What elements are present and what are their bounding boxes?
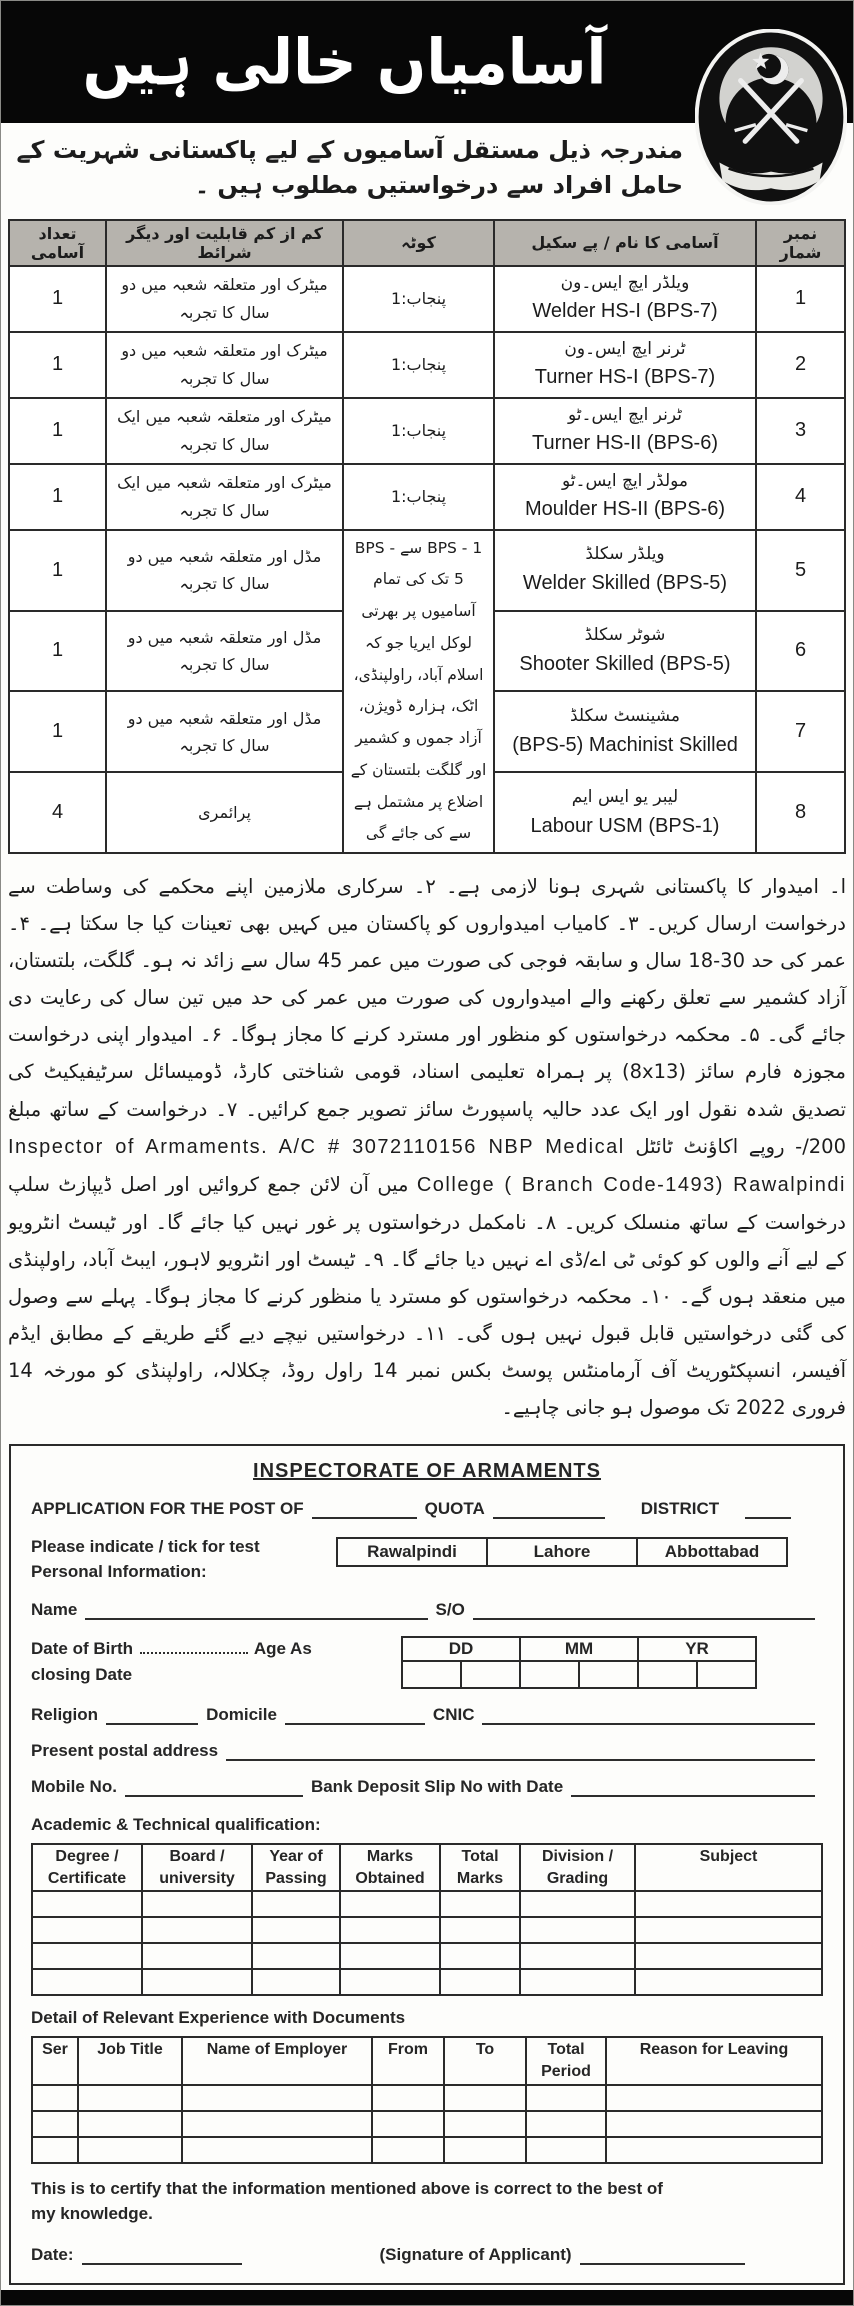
job-serial: 7: [756, 691, 845, 772]
job-qualification: میٹرک اور متعلقہ شعبہ میں دو سال کا تجربہ: [106, 332, 343, 398]
academic-table-body: [32, 1891, 822, 1995]
grid-empty-cell: [252, 1943, 340, 1969]
job-quota: پنجاب:1: [343, 266, 494, 332]
test-center-row-wrap: [31, 1535, 823, 1584]
job-count: 1: [9, 464, 106, 530]
mobile-blank-line: [125, 1780, 303, 1797]
job-qualification: مڈل اور متعلقہ شعبہ میں دو سال کا تجربہ: [106, 530, 343, 611]
certify-text: This is to certify that the information mentioned above is correct to the best of my knowledge.: [31, 2178, 663, 2224]
grid-empty-cell: [78, 2137, 182, 2163]
grid-empty-cell: [520, 1943, 635, 1969]
grid-empty-cell: [440, 1943, 520, 1969]
col-header-qualification: کم از کم قابلیت اور دیگر شرائط: [106, 220, 343, 266]
job-post: [494, 332, 756, 398]
tick-for-test-label: Please indicate / tick for test: [31, 1536, 260, 1556]
job-row-5: [9, 530, 845, 611]
job-serial: 2: [756, 332, 845, 398]
personal-information-label: Personal Information:: [31, 1561, 207, 1581]
grid-empty-row: [32, 1917, 822, 1943]
grid-empty-cell: [372, 2085, 444, 2111]
banner-title: آسامیاں خالی ہیں: [82, 25, 607, 99]
grid-empty-cell: [526, 2111, 606, 2137]
grid-header: Division / Grading: [520, 1844, 635, 1891]
quota-label: QUOTA: [424, 1498, 485, 1518]
job-qualification: میٹرک اور متعلقہ شعبہ میں دو سال کا تجربہ: [106, 266, 343, 332]
job-post-english: Welder HS-I (BPS-7): [532, 300, 718, 323]
job-quota: پنجاب:1: [343, 464, 494, 530]
dob-empty-cell: [461, 1661, 520, 1688]
job-post-urdu: مشینسٹ سکلڈ: [570, 706, 680, 727]
job-post-english: Welder Skilled (BPS-5): [522, 571, 728, 594]
job-count: 1: [9, 332, 106, 398]
application-for-label: APPLICATION FOR THE POST OF: [31, 1498, 304, 1518]
conditions-urdu-before: ا۔ امیدوار کا پاکستانی شہری ہونا لازمی ہے۔ ۲۔ سرکاری ملازمین اپنے محکمے کی وساطت سے درخواست ارسال کریں۔ ۳۔ کامیاب امیدواروں کو پاکستان میں کہیں بھی تعینات کیا جا سکتا ہے۔ ۴۔ عمر کی حد 30-18 سال و سابقہ فوجی کی صورت میں عمر 45 سال سے زائد نہ ہو۔ گلگت، بلتستان، آزاد کشمیر سے تعلق رکھنے والے امیدواروں کی صورت میں عمر کی حد میں تین سال کی رعایت دی جائے گی۔ ۵۔ محکمہ درخواستوں کو منظور اور مسترد کرنے کا مجاز ہوگا۔ ۶۔ امیدوار اپنی درخواست مجوزہ فارم سائز (8x13) پر ہمراہ تعلیمی اسناد، قومی شناختی کارڈ، ڈومیسائل سرٹیفیکیٹ کی تصدیق شدہ نقول اور ایک عدد حالیہ پاسپورٹ سائز تصویر جمع کرائیں۔ ۷۔ درخواست کے ساتھ مبلغ 200/- روپے اکاؤنٹ ٹائٹل: [8, 875, 847, 1158]
grid-header: Total Marks: [440, 1844, 520, 1891]
grid-empty-cell: [252, 1969, 340, 1995]
grid-empty-cell: [182, 2111, 372, 2137]
district-label: DISTRICT: [640, 1498, 720, 1518]
grid-empty-cell: [142, 1943, 252, 1969]
dob-empty-cells: [402, 1661, 756, 1688]
grid-empty-cell: [32, 1943, 142, 1969]
col-header-count: تعداد آسامی: [9, 220, 106, 266]
grid-empty-cell: [142, 1891, 252, 1917]
cnic-blank-line: [482, 1708, 815, 1725]
son-of-label: S/O: [435, 1600, 465, 1620]
grid-empty-cell: [635, 1943, 822, 1969]
grid-empty-cell: [444, 2137, 526, 2163]
job-post: [494, 530, 756, 611]
job-serial: 5: [756, 530, 845, 611]
age-closing-label: Age As closing Date: [31, 1639, 312, 1684]
job-qualification: مڈل اور متعلقہ شعبہ میں دو سال کا تجربہ: [106, 691, 343, 772]
grid-empty-cell: [635, 1969, 822, 1995]
academic-section-title: Academic & Technical qualification:: [31, 1815, 321, 1835]
grid-empty-cell: [520, 1969, 635, 1995]
postal-address-row: [31, 1741, 823, 1761]
jobs-header-row: [9, 220, 845, 266]
grid-header: Total Period: [526, 2037, 606, 2084]
grid-empty-cell: [526, 2085, 606, 2111]
job-post-urdu: ٹرنر ایچ ایس۔ٹو: [567, 404, 683, 425]
job-post-urdu: ٹرنر ایچ ایس۔ون: [564, 338, 686, 359]
grid-empty-cell: [142, 1969, 252, 1995]
job-post-urdu: مولڈر ایچ ایس۔ٹو: [561, 470, 689, 491]
test-center-abbottabad: Abbottabad: [637, 1538, 787, 1566]
job-serial: 3: [756, 398, 845, 464]
job-post-urdu: ویلڈر سکلڈ: [585, 544, 665, 565]
grid-empty-cell: [606, 2111, 822, 2137]
grid-empty-cell: [440, 1917, 520, 1943]
test-center-rawalpindi: Rawalpindi: [337, 1538, 487, 1566]
academic-table: [31, 1843, 823, 1996]
job-post-english: Turner HS-I (BPS-7): [534, 366, 716, 389]
grid-empty-cell: [372, 2137, 444, 2163]
grid-empty-cell: [32, 2137, 78, 2163]
postal-address-label: Present postal address: [31, 1741, 219, 1761]
job-post: [494, 611, 756, 692]
grid-header: Degree / Certificate: [32, 1844, 142, 1891]
grid-empty-cell: [635, 1917, 822, 1943]
job-post-english: Moulder HS-II (BPS-6): [524, 498, 726, 521]
postal-address-blank-line: [226, 1744, 815, 1761]
job-qualification: مڈل اور متعلقہ شعبہ میں دو سال کا تجربہ: [106, 611, 343, 692]
mobile-row: [31, 1777, 823, 1797]
dob-empty-cell: [520, 1661, 579, 1688]
grid-empty-cell: [444, 2085, 526, 2111]
grid-header: Ser: [32, 2037, 78, 2084]
job-quota: پنجاب:1: [343, 398, 494, 464]
col-header-post: آسامی کا نام / پے سکیل: [494, 220, 756, 266]
dob-col-dd: DD: [402, 1637, 520, 1661]
dob-empty-cell: [579, 1661, 638, 1688]
grid-empty-cell: [182, 2085, 372, 2111]
grid-header: Name of Employer: [182, 2037, 372, 2084]
grid-header: To: [444, 2037, 526, 2084]
grid-empty-row: [32, 1943, 822, 1969]
job-post: [494, 691, 756, 772]
grid-empty-cell: [372, 2111, 444, 2137]
date-blank-line: [82, 2248, 242, 2265]
grid-empty-cell: [606, 2085, 822, 2111]
grid-header: Job Title: [78, 2037, 182, 2084]
job-count: 4: [9, 772, 106, 853]
grid-empty-cell: [142, 1917, 252, 1943]
name-blank-line: [85, 1603, 427, 1620]
grid-header: From: [372, 2037, 444, 2084]
grid-empty-cell: [520, 1917, 635, 1943]
grid-empty-cell: [252, 1891, 340, 1917]
job-post: [494, 398, 756, 464]
job-serial: 4: [756, 464, 845, 530]
dob-col-yr: YR: [638, 1637, 756, 1661]
grid-empty-cell: [32, 2111, 78, 2137]
grid-empty-cell: [32, 1891, 142, 1917]
domicile-blank-line: [285, 1708, 425, 1725]
grid-empty-cell: [635, 1891, 822, 1917]
job-post-english: Shooter Skilled (BPS-5): [519, 652, 731, 675]
job-row-4: [9, 464, 845, 530]
crest-icon: [695, 29, 847, 205]
col-header-quota: کوٹہ: [343, 220, 494, 266]
grid-empty-cell: [32, 2085, 78, 2111]
grid-empty-cell: [182, 2137, 372, 2163]
dob-blank-line: [140, 1637, 248, 1654]
dob-label: Date of Birth: [31, 1639, 133, 1659]
domicile-label: Domicile: [206, 1705, 277, 1725]
grid-empty-cell: [340, 1969, 440, 1995]
experience-table-body: [32, 2085, 822, 2163]
grid-empty-cell: [32, 1917, 142, 1943]
grid-empty-row: [32, 1891, 822, 1917]
religion-row: [31, 1705, 823, 1725]
quota-blank-line: [493, 1502, 605, 1519]
grid-empty-cell: [340, 1917, 440, 1943]
job-serial: 8: [756, 772, 845, 853]
job-qualification: میٹرک اور متعلقہ شعبہ میں ایک سال کا تجربہ: [106, 398, 343, 464]
job-post-urdu: لیبر یو ایس ایم: [571, 787, 679, 808]
signature-label: (Signature of Applicant): [379, 2244, 572, 2264]
grid-empty-cell: [78, 2111, 182, 2137]
son-of-blank-line: [473, 1603, 815, 1620]
mobile-label: Mobile No.: [31, 1777, 117, 1797]
dob-left: [31, 1636, 343, 1687]
grid-empty-cell: [32, 1969, 142, 1995]
grid-header: Board / university: [142, 1844, 252, 1891]
grid-empty-cell: [340, 1943, 440, 1969]
test-center-cells: [337, 1538, 787, 1566]
job-post-urdu: شوٹر سکلڈ: [584, 625, 666, 646]
name-label: Name: [31, 1600, 78, 1620]
experience-table: [31, 2036, 823, 2163]
job-qualification: میٹرک اور متعلقہ شعبہ میں ایک سال کا تجربہ: [106, 464, 343, 530]
job-serial: 1: [756, 266, 845, 332]
col-header-serial: نمبر شمار: [756, 220, 845, 266]
job-count: 1: [9, 530, 106, 611]
conditions-paragraph: [8, 868, 846, 1426]
signature-blank-line: [580, 2248, 745, 2265]
post-blank-line: [312, 1502, 417, 1519]
date-signature-row: [31, 2245, 823, 2265]
experience-header-row: [32, 2037, 822, 2084]
grid-empty-row: [32, 2111, 822, 2137]
job-post: [494, 772, 756, 853]
job-count: 1: [9, 691, 106, 772]
jobs-table-body: [9, 266, 845, 854]
grid-empty-cell: [340, 1891, 440, 1917]
grid-empty-cell: [526, 2137, 606, 2163]
conditions-urdu-after: میں آن لائن جمع کروائیں اور اصل ڈیپازٹ سلپ درخواست کے ساتھ منسلک کریں۔ ۸۔ نامکمل درخواستوں پر غور نہیں کیا جائے گا۔ اور ٹیسٹ انٹرویو کے لیے آنے والوں کو کوئی ٹی اے/ڈی اے نہیں دیا جائے گا۔ ۹۔ ٹیسٹ اور انٹرویو لاہور، ایبٹ آباد، راولپنڈی میں منعقد ہوں گے۔ ۱۰۔ محکمہ درخواستوں کو مسترد یا منظور کرنے کا مجاز ہوگا۔ پہلے سے وصول کی گئی درخواستیں قابل قبول نہیں ہوں گی۔ ۱۱۔ درخواستیں نیچے دیے گئے طریقے کے مطابق ایڈم آفیسر، انسپکٹوریٹ آف آرمامنٹس پوسٹ بکس نمبر 14 راول روڈ، چکلالہ، راولپنڈی کو مورخہ 14 فروری 2022 تک موصول ہو جانی چاہیے۔: [8, 1172, 847, 1419]
bank-slip-label: Bank Deposit Slip No with Date: [310, 1777, 564, 1797]
army-crest-logo: [695, 29, 847, 205]
grid-empty-cell: [606, 2137, 822, 2163]
grid-empty-row: [32, 2137, 822, 2163]
job-post-english: (BPS-5) Machinist Skilled: [512, 733, 738, 756]
job-quota: پنجاب:1: [343, 332, 494, 398]
job-post-english: Labour USM (BPS-1): [530, 814, 720, 837]
job-post: [494, 266, 756, 332]
test-center-lahore: Lahore: [487, 1538, 637, 1566]
dob-col-mm: MM: [520, 1637, 638, 1661]
bank-slip-blank-line: [571, 1780, 815, 1797]
grid-header: Marks Obtained: [340, 1844, 440, 1891]
tick-labels: [31, 1535, 336, 1584]
intro-text: مندرجہ ذیل مستقل آسامیوں کے لیے پاکستانی شہریت کے حامل افراد سے درخواستیں مطلوب ہیں ۔: [16, 136, 683, 199]
religion-label: Religion: [31, 1705, 99, 1725]
grid-header: Year of Passing: [252, 1844, 340, 1891]
job-count: 1: [9, 611, 106, 692]
jobs-table: [8, 219, 846, 855]
experience-section-title: Detail of Relevant Experience with Documents: [31, 2008, 406, 2028]
dob-empty-cell: [402, 1661, 461, 1688]
job-row-2: [9, 332, 845, 398]
grid-empty-cell: [444, 2111, 526, 2137]
job-post-english: Turner HS-II (BPS-6): [532, 432, 718, 455]
job-serial: 6: [756, 611, 845, 692]
academic-header-row: [32, 1844, 822, 1891]
job-quota-merged: BPS - 1 سے BPS - 5 تک کی تمام آسامیوں پر بھرتی لوکل ایریا جو کہ اسلام آباد، راولپنڈی، اٹک، ہزارہ ڈویژن، آزاد جموں و کشمیر اور گلگت بلتستان کے اضلاع پر مشتمل ہے سے کی جائے گی: [343, 530, 494, 854]
bottom-black-bar: [1, 2290, 853, 2305]
job-post-urdu: ویلڈر ایچ ایس۔ون: [560, 272, 690, 293]
grid-empty-cell: [440, 1891, 520, 1917]
cnic-label: CNIC: [432, 1705, 475, 1725]
grid-header: Subject: [635, 1844, 822, 1891]
grid-empty-cell: [252, 1917, 340, 1943]
dob-empty-cell: [697, 1661, 756, 1688]
job-count: 1: [9, 266, 106, 332]
dob-header-cells: [402, 1637, 756, 1661]
job-row-1: [9, 266, 845, 332]
application-post-row: [31, 1499, 823, 1519]
dob-empty-cell: [638, 1661, 697, 1688]
name-row: [31, 1600, 823, 1620]
grid-empty-row: [32, 1969, 822, 1995]
grid-empty-cell: [440, 1969, 520, 1995]
religion-blank-line: [106, 1708, 198, 1725]
grid-empty-row: [32, 2085, 822, 2111]
district-blank-line: [745, 1502, 791, 1519]
application-form: [9, 1444, 845, 2285]
grid-empty-cell: [78, 2085, 182, 2111]
grid-empty-cell: [520, 1891, 635, 1917]
job-qualification: پرائمری: [106, 772, 343, 853]
bank-account-details: Inspector of Armaments. A/C # 3072110156 NBP Medical College ( Branch Code-1493) Rawalpindi: [8, 1135, 847, 1196]
dob-row: [31, 1636, 823, 1689]
job-count: 1: [9, 398, 106, 464]
dob-table: [401, 1636, 757, 1689]
test-center-table: [336, 1537, 788, 1567]
form-title: INSPECTORATE OF ARMAMENTS: [253, 1459, 601, 1482]
grid-header: Reason for Leaving: [606, 2037, 822, 2084]
date-label: Date:: [31, 2244, 74, 2264]
job-post: [494, 464, 756, 530]
job-row-3: [9, 398, 845, 464]
